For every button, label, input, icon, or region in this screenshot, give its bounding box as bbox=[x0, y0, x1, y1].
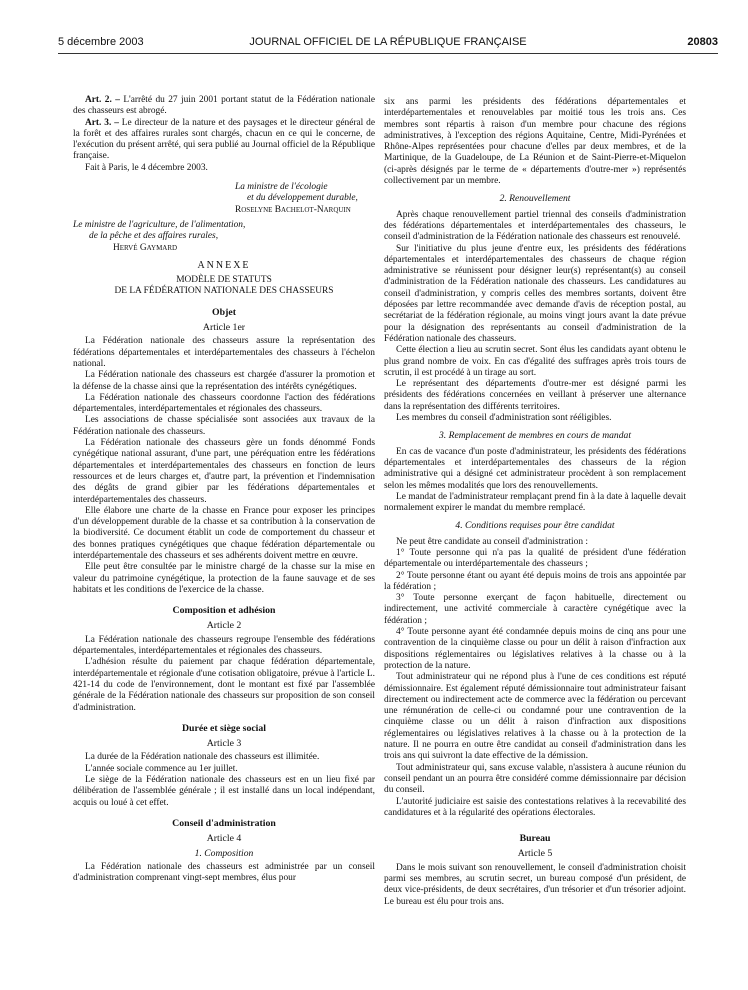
paragraph: Ne peut être candidate au conseil d'administration : bbox=[396, 536, 588, 547]
paragraph: La durée de la Fédération nationale des chasseurs est illimitée. bbox=[85, 752, 320, 763]
paragraph: Tout administrateur qui, sans excuse valable, n'assistera à aucune réunion du conseil pendant un an pourra être considéré comme démissionnaire par décision du conseil. bbox=[384, 762, 686, 796]
article-1-heading: Article 1er bbox=[202, 322, 246, 334]
heading-objet: Objet bbox=[212, 306, 236, 318]
paragraph: La Fédération nationale des chasseurs assure la représentation des fédérations départementales et interdépartementales des chasseurs à l'échelon national. bbox=[73, 336, 375, 369]
paragraph: 3° Toute personne exerçant de façon habituelle, directement ou indirectement, une activité commerciale à caractère cynégétique avec la fédération ; bbox=[384, 593, 686, 626]
heading-duree: Durée et siège social bbox=[181, 722, 267, 734]
paragraph: Le siège de la Fédération nationale des chasseurs est en un lieu fixé par délibération de l'assemblée générale ; il est installé dans un local indépendant, acquis ou loué à cet effet. bbox=[73, 775, 375, 808]
heading-composition: Composition et adhésion bbox=[172, 605, 276, 617]
signature-2: Le ministre de l'agriculture, de l'alimentation, de la pêche et des affaires rurales, Hervé Gaymard bbox=[73, 219, 246, 253]
journal-title: JOURNAL OFFICIEL DE LA RÉPUBLIQUE FRANÇAISE bbox=[249, 36, 527, 48]
article-3: Art. 3. – Le directeur de la nature et des paysages et le directeur général de la forêt et des affaires rurales sont chargés, chacun en ce qui le concerne, de l'exécution du présent arrêté, qui sera publié au Journal officiel de la République française. bbox=[73, 117, 376, 162]
modele-title-2: DE LA FÉDÉRATION NATIONALE DES CHASSEURS bbox=[114, 286, 334, 297]
article-2-heading: Article 2 bbox=[206, 620, 242, 632]
paragraph: La Fédération nationale des chasseurs regroupe l'ensemble des fédérations départementales, interdépartementales et régionales des chasseurs. bbox=[73, 634, 375, 657]
paragraph: L'année sociale commence au 1er juillet. bbox=[85, 763, 238, 774]
paragraph: 1° Toute personne qui n'a pas la qualité de président d'une fédération départementale ou interdépartementale des chasseurs ; bbox=[384, 547, 686, 570]
paragraph: Après chaque renouvellement partiel triennal des conseils d'administration des fédérations départementales et interdépartementales des chasseurs, le conseil d'administration de la Fédération nationale des chasseurs est renouvelé. bbox=[384, 209, 686, 243]
paragraph: Sur l'initiative du plus jeune d'entre eux, les présidents des fédérations départementales et interdépartementales des chasseurs de chaque région administrative se réunissent pour désigner leur(s) représentant(s) au conseil d'administration de la Fédération nationale des chasseurs. Les candidatures au conseil d'administration, y compris celles des membres sortants, doivent être déposées par lettre recommandée avec demande d'avis de réception postal, au secrétariat de la fédération régionale, au moins vingt jours avant la date prévue pour la désignation des représentants au conseil d'administration de la Fédération nationale des chasseurs. bbox=[384, 243, 686, 344]
paragraph: Cette élection a lieu au scrutin secret. Sont élus les candidats ayant obtenu le plus grand nombre de voix. En cas d'égalité des suffrages après trois tours de scrutin, il est procédé à un tirage au sort. bbox=[384, 345, 686, 378]
paragraph: Le représentant des départements d'outre-mer est désigné parmi les présidents des fédérations concernées en veillant à préserver une alternance dans la représentation des différents territoires. bbox=[384, 379, 686, 412]
paragraph: Elle élabore une charte de la chasse en France pour exposer les principes d'un développement durable de la chasse et sa contribution à la conservation de la biodiversité. Ce document établit un code de comportement du chasseur et des bonnes pratiques cynégétiques que chaque fédération départementale ou interdépartementale des chasseurs et ses adhérents doivent mettre en œuvre. bbox=[73, 505, 375, 561]
paragraph: Les associations de chasse spécialisée sont associées aux travaux de la Fédération nationale des chasseurs. bbox=[73, 415, 375, 437]
page-header bbox=[58, 36, 718, 52]
header-rule bbox=[58, 53, 718, 54]
paragraph: L'autorité judiciaire est saisie des contestations relatives à la recevabilité des candidatures et à la régularité des opérations électorales. bbox=[384, 796, 686, 818]
fait-a-paris: Fait à Paris, le 4 décembre 2003. bbox=[85, 162, 208, 173]
paragraph: Le mandat de l'administrateur remplaçant prend fin à la date à laquelle devait normalement expirer le mandat du membre remplacé. bbox=[384, 491, 686, 514]
left-column bbox=[73, 95, 375, 884]
paragraph: La Fédération nationale des chasseurs coordonne l'action des fédérations départementales, interdépartementales et régionales des chasseurs. bbox=[73, 392, 375, 415]
subheading-composition: 1. Composition bbox=[194, 847, 254, 859]
modele-title-1: MODÈLE DE STATUTS bbox=[176, 275, 272, 286]
subheading-renouvellement: 2. Renouvellement bbox=[499, 193, 571, 205]
paragraph: six ans parmi les présidents des fédérations départementales et interdépartementales et renouvelables par moitié tous les trois ans. Ces membres sont répartis à raison d'un membre pour chacune des régions administratives, à l'exception des régions Aquitaine, Centre, Midi-Pyrénées et Rhône-Alpes représentées pour chacune d'elles par deux membres, et de la Martinique, de la Guadeloupe, de La Réunion et de Saint-Pierre-et-Miquelon (ci-après désignés par le terme de « départements d'outre-mer ») représentés collectivement par un membre. bbox=[384, 97, 686, 187]
article-3-heading: Article 3 bbox=[206, 738, 242, 750]
paragraph: La Fédération nationale des chasseurs est chargée d'assurer la promotion et la défense de la chasse ainsi que la représentation des intérêts cynégétiques. bbox=[73, 370, 375, 392]
article-2: Art. 2. – L'arrêté du 27 juin 2001 portant statut de la Fédération nationale des chasseurs est abrogé. bbox=[73, 95, 376, 117]
paragraph: La Fédération nationale des chasseurs est administrée par un conseil d'administration comprenant vingt-sept membres, élus pour bbox=[73, 861, 375, 884]
paragraph: L'adhésion résulte du paiement par chaque fédération départementale, interdépartementale et régionale d'une cotisation obligatoire, prévue à l'article L. 421-14 du code de l'environnement, dont le montant est fixé par l'assemblée générale de la Fédération nationale des chasseurs sur proposition de son conseil d'administration. bbox=[73, 657, 375, 713]
paragraph: La Fédération nationale des chasseurs gère un fonds dénommé Fonds cynégétique national assurant, d'une part, une péréquation entre les fédérations départementales et interdépartementales des chasseurs en fonction de leurs ressources et de leurs charges et, d'autre part, la prévention et l'indemnisation des dégâts de grand gibier par les fédérations départementales et interdépartementales des chasseurs. bbox=[73, 438, 375, 505]
heading-conseil: Conseil d'administration bbox=[172, 817, 276, 829]
article-5-heading: Article 5 bbox=[517, 848, 553, 860]
paragraph: 4° Toute personne ayant été condamnée depuis moins de cinq ans pour une contravention de la cinquième classe ou pour un délit à raison d'infraction aux dispositions réglementaires ou législatives relatives à la chasse ou à la protection de la nature. bbox=[384, 627, 686, 671]
paragraph: Les membres du conseil d'administration sont rééligibles. bbox=[396, 413, 612, 424]
heading-bureau: Bureau bbox=[519, 833, 551, 845]
annexe-title: ANNEXE bbox=[197, 259, 251, 271]
right-column bbox=[384, 97, 686, 908]
article-4-heading: Article 4 bbox=[206, 833, 242, 845]
page-number: 20803 bbox=[687, 36, 718, 48]
header-date: 5 décembre 2003 bbox=[58, 36, 144, 48]
paragraph: 2° Toute personne étant ou ayant été depuis moins de trois ans appointée par la fédération ; bbox=[384, 570, 686, 592]
subheading-conditions: 4. Conditions requises pour être candidat bbox=[455, 520, 615, 532]
signature-1: La ministre de l'écologie et du développement durable, Roselyne Bachelot-Narquin bbox=[235, 182, 358, 215]
paragraph: Dans le mois suivant son renouvellement, le conseil d'administration choisit parmi ses membres, au scrutin secret, un bureau composé d'un président, de deux vice-présidents, de deux secrétaires, d'un trésorier et d'un trésorier adjoint. Le bureau est élu pour trois ans. bbox=[384, 862, 686, 907]
paragraph: En cas de vacance d'un poste d'administrateur, les présidents des fédérations départementales et interdépartementales des chasseurs de la région administrative qui a désigné cet administrateur procèdent à son remplacement selon les mêmes modalités que lors des renouvellements. bbox=[384, 446, 686, 491]
paragraph: Elle peut être consultée par le ministre chargé de la chasse sur la mise en valeur du patrimoine cynégétique, la protection de la faune sauvage et de ses habitats et les conditions de l'exercice de la chasse. bbox=[73, 562, 375, 595]
paragraph: Tout administrateur qui ne répond plus à l'une de ces conditions est réputé démissionnaire. Est également réputé démissionnaire tout administrateur faisant directement ou indirectement acte de commerce avec la fédération ou percevant une rémunération de celle-ci ou condamné pour une contravention de la cinquième classe ou un délit à raison d'infraction aux dispositions réglementaires ou législatives relatives à la chasse ou à la protection de la nature. Il ne pourra en outre être candidat au conseil d'administration dans les trois ans qui suivront la date effective de la démission. bbox=[384, 672, 686, 762]
subheading-remplacement: 3. Remplacement de membres en cours de mandat bbox=[438, 430, 631, 442]
